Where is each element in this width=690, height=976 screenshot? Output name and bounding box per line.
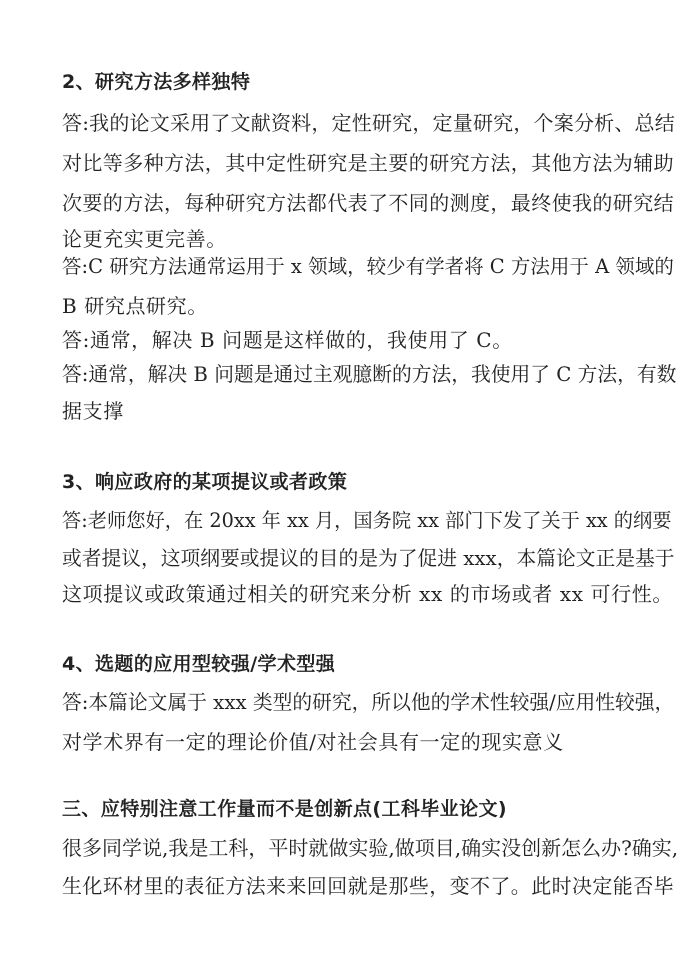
paragraph-line: 答:本篇论文属于 xxx 类型的研究，所以他的学术性较强/应用性较强， bbox=[62, 691, 675, 714]
paragraph-line: 据支撑 bbox=[62, 399, 124, 423]
paragraph-line: 或者提议，这项纲要或提议的目的是为了促进 xxx，本篇论文正是基于 bbox=[62, 547, 675, 570]
section-heading: 3、响应政府的某项提议或者政策 bbox=[62, 471, 348, 493]
section-heading: 4、选题的应用型较强/学术型强 bbox=[62, 653, 336, 675]
paragraph-line: 答:老师您好，在 20xx 年 xx 月，国务院 xx 部门下发了关于 xx 的纲要 bbox=[62, 509, 672, 532]
paragraph-line: 对学术界有一定的理论价值/对社会具有一定的现实意义 bbox=[62, 730, 564, 754]
paragraph-line: 次要的方法，每种研究方法都代表了不同的测度，最终使我的研究结 bbox=[62, 191, 674, 215]
paragraph-line: 答:通常，解决 B 问题是通过主观臆断的方法，我使用了 C 方法，有数 bbox=[62, 363, 677, 386]
paragraph-line: 对比等多种方法，其中定性研究是主要的研究方法，其他方法为辅助 bbox=[62, 151, 674, 175]
paragraph-line: B 研究点研究。 bbox=[62, 294, 208, 318]
section-heading: 2、研究方法多样独特 bbox=[62, 71, 251, 93]
paragraph-line: 这项提议或政策通过相关的研究来分析 xx 的市场或者 xx 可行性。 bbox=[62, 582, 673, 606]
paragraph-line: 很多同学说,我是工科，平时就做实验,做项目,确实没创新怎么办?确实, bbox=[62, 836, 679, 860]
paragraph-line: 答:我的论文采用了文献资料，定性研究，定量研究，个案分析、总结 bbox=[62, 111, 675, 135]
paragraph-line: 生化环材里的表征方法来来回回就是那些，变不了。此时决定能否毕 bbox=[62, 874, 674, 898]
paragraph-line: 答:通常，解决 B 问题是这样做的，我使用了 C。 bbox=[62, 328, 513, 352]
paragraph-line: 答:C 研究方法通常运用于 x 领域，较少有学者将 C 方法用于 A 领域的 bbox=[62, 255, 674, 278]
chapter-heading: 三、应特别注意工作量而不是创新点(工科毕业论文) bbox=[62, 798, 507, 820]
paragraph-line: 论更充实更完善。 bbox=[62, 227, 227, 251]
